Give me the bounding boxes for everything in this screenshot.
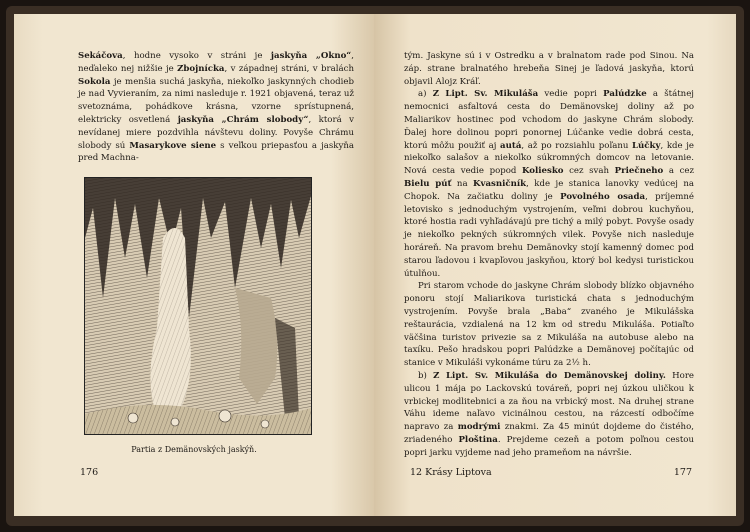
page-number-right: 177 <box>673 467 692 478</box>
illustration-caption: Partia z Demänovských jaskýň. <box>131 445 257 455</box>
open-book <box>6 6 744 526</box>
right-page <box>374 14 736 516</box>
right-page-paragraph: a) Z Lipt. Sv. Mikuláša vedie popri Palúdzke a štátnej nemocnici asfaltová cesta do Demänovskej doliny až po Maliarikov hostinec pod vchodom do jaskyne Chrám slobody. Ďalej hore dolinou popri ponornej Lúčanke vedie dobrá cesta, ktorú môžu použiť aj autá, až po rozsiahlu poľanu Lúčky, kde je niekoľko salašov a niekoľko súkromných domcov na letovanie. Nová cesta vedie popod Koliesko cez svah Priečneho a cez Bielu púť na Kvasničník, kde je stanica lanovky vedúcej na Chopok. Na začiatku doliny je Povolného osada, príjemné letovisko s jednoduchým vystrojením, veľmi dobrou kuchyňou, ktoré hostia radi vyhľadávajú pre tichý a milý pobyt. Povyše osady je niekoľko pekných súkromných vilek. Povyše nich nasleduje horáreň. Na pravom brehu Demänovky stojí kamenný domec pod starou ľadovou i kvapľovou jaskyňou, ktorý bol kedysi turistickou útulňou. <box>404 89 695 279</box>
left-page <box>14 14 374 516</box>
printer-signature: 12 Krásy Liptova <box>410 467 492 478</box>
right-page-paragraph: tým. Jaskyne sú i v Ostredku a v bralnatom rade pod Sinou. Na záp. strane bralnatého hrebeňa Sinej je ľadová jaskyňa, ktorú objavil Alojz Kráľ. <box>404 51 694 87</box>
right-page-paragraph: b) Z Lipt. Sv. Mikuláša do Demänovskej doliny. Hore ulicou 1 mája po Lackovskú továreň, popri nej úzkou uličkou k vrbickej modlitebnici a za ňou na vrbický most. Na druhej strane Váhu ideme naľavo vicinálnou cestou, na rázcestí odbočíme napravo za modrými znakmi. Za 45 minút dojdeme do čistého, zriadeného Ploština. Prejdeme cezeň a potom poľnou cestou popri jarku vyjdeme nad jeho prameňom na návršie. <box>404 370 695 458</box>
cave-illustration <box>84 177 312 435</box>
left-page-paragraph: Sekáčova, hodne vysoko v stráni je jaskyňa „Okno“, neďaleko nej nižšie je Zbojnícka, v západnej stráni, v bralách Sokola je menšia suchá jaskyňa, niekoľko jaskynných chodieb je nad Vyvieraním, za nimi nasleduje r. 1921 objavená, teraz už svetoznáma, pohádkove krásna, vzorne sprístupnená, elektricky osvetlená jaskyňa „Chrám slobody“, ktorá v nevídanej miere pozdvihla návštevu doliny. Povyše Chrámu slobody sú Masarykove siene s veľkou priepasťou a jaskyňa pred Machna- <box>78 51 355 164</box>
right-page-paragraph: Pri starom vchode do jaskyne Chrám slobody blízko objavného ponoru stojí Maliarikova turistická chata s jednoduchým vystrojením. Povyše brala „Baba“ zvaného je Mikulášska reštaurácia, vzdialená na 12 km od stredu Mikuláša. Potiaľto väčšina turistov privezie sa z Mikuláša na autobuse alebo na taxíku. Pešo hradskou popri Palúdzke a Demänovej počítajúc od stanice v Mikuláši vykonáme túru za 2½ h. <box>404 281 694 369</box>
page-number-left: 176 <box>80 467 99 478</box>
